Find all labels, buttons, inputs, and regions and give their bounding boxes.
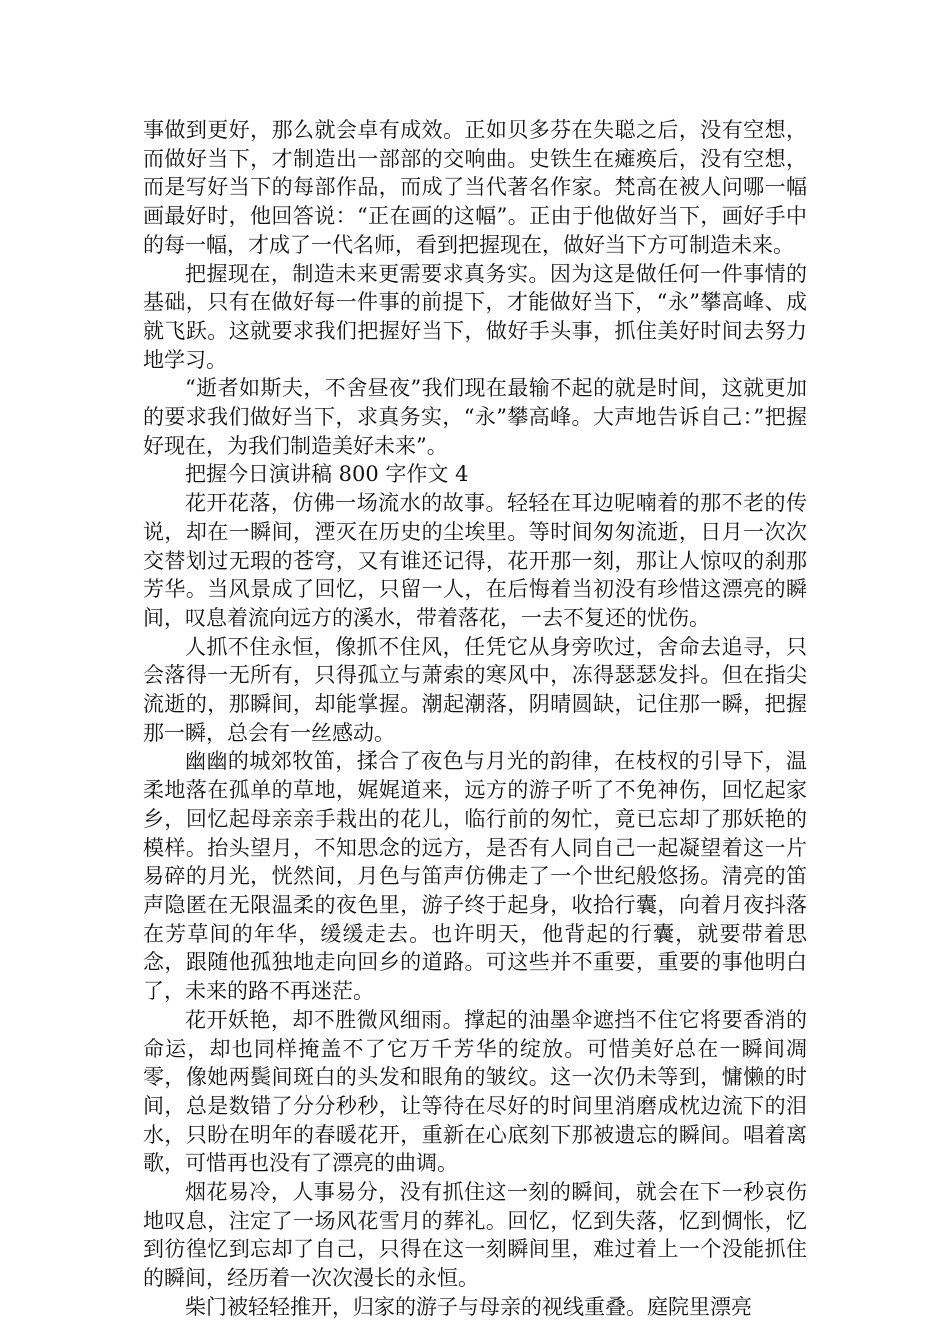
paragraph-3: “逝者如斯夫，不舍昼夜”我们现在最输不起的就是时间，这就更加的要求我们做好当下，求真务实，“永”攀高峰。大声地告诉自己：”把握好现在，为我们制造美好未来”。	[143, 376, 807, 458]
paragraph-9: 烟花易冷，人事易分，没有抓住这一刻的瞬间，就会在下一秒哀伤地叹息，注定了一场风花雪月的葬礼。回忆，忆到失落，忆到惆怅，忆到彷徨忆到忘却了自己，只得在这一刻瞬间里，难过着上一个没能抓住的瞬间，经历着一次次漫长的永恒。	[143, 1180, 807, 1291]
paragraph-8: 花开妖艳，却不胜微风细雨。撑起的油墨伞遮挡不住它将要香消的命运，却也同样掩盖不了它万千芳华的绽放。可惜美好总在一瞬间凋零，像她两鬓间斑白的头发和眼角的皱纹。这一次仍未等到，慵懒的时间，总是数错了分分秒秒，让等待在尽好的时间里消磨成枕边流下的泪水，只盼在明年的春暖花开，重新在心底刻下那被遗忘的瞬间。唱着离歌，可惜再也没有了漂亮的曲调。	[143, 1007, 807, 1176]
section-heading: 把握今日演讲稿 800 字作文 4	[185, 462, 469, 487]
paragraph-1: 事做到更好，那么就会卓有成效。正如贝多芬在失聪之后，没有空想，而做好当下，才制造出一部部的交响曲。史铁生在瘫痪后，没有空想，而是写好当下的每部作品，而成了当代著名作家。梵高在被人问哪一幅画最好时，他回答说：“正在画的这幅”。正由于他做好当下，画好手中的每一幅，才成了一代名师，看到把握现在，做好当下方可制造未来。	[143, 118, 807, 257]
paragraph-5: 花开花落，仿佛一场流水的故事。轻轻在耳边呢喃着的那不老的传说，却在一瞬间，湮灭在历史的尘埃里。等时间匆匆流逝，日月一次次交替划过无瑕的苍穹，又有谁还记得，花开那一刻，那让人惊叹的刹那芳华。当风景成了回忆，只留一人，在后悔着当初没有珍惜这漂亮的瞬间，叹息着流向远方的溪水，带着落花，一去不复还的忧伤。	[143, 491, 807, 630]
paragraph-7: 幽幽的城郊牧笛，揉合了夜色与月光的韵律，在枝杈的引导下，温柔地落在孤单的草地，娓娓道来，远方的游子听了不免神伤，回忆起家乡，回忆起母亲亲手栽出的花儿，临行前的匆忙，竟已忘却了那妖艳的模样。抬头望月，不知思念的远方，是否有人同自己一起凝望着这一片易碎的月光，恍然间，月色与笛声仿佛走了一个世纪般悠扬。清亮的笛声隐匿在无限温柔的夜色里，游子终于起身，收拾行囊，向着月夜抖落在芳草间的年华，缓缓走去。也许明天，他背起的行囊，就要带着思念，跟随他孤独地走向回乡的道路。可这些并不重要，重要的事他明白了，未来的路不再迷茫。	[143, 749, 807, 1004]
paragraph-6: 人抓不住永恒，像抓不住风，任凭它从身旁吹过，舍命去追寻，只会落得一无所有，只得孤立与萧索的寒风中，冻得瑟瑟发抖。但在指尖流逝的，那瞬间，却能掌握。潮起潮落，阴晴圆缺，记住那一瞬，把握那一瞬，总会有一丝感动。	[143, 634, 807, 745]
document-page	[143, 116, 807, 1322]
paragraph-2: 把握现在，制造未来更需要求真务实。因为这是做任何一件事情的基础，只有在做好每一件事的前提下，才能做好当下，“永”攀高峰、成就飞跃。这就要求我们把握好当下，做好手头事，抓住美好时间去努力地学习。	[143, 261, 807, 372]
paragraph-10: 柴门被轻轻推开，归家的游子与母亲的视线重叠。庭院里漂亮	[185, 1294, 752, 1319]
